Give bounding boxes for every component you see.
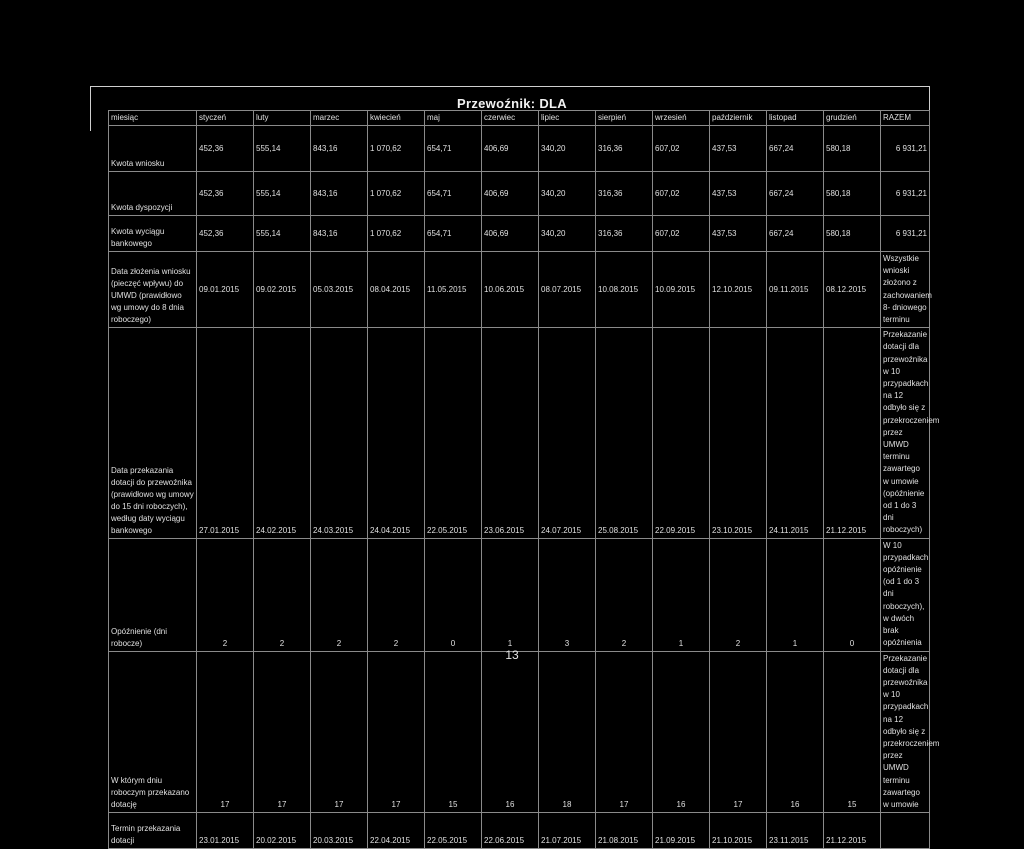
row-remark: W 10 przypadkach opóźnienie (od 1 do 3 dni roboczych), w dwóch brak opóźnienia bbox=[881, 538, 930, 651]
row-label: Data złożenia wniosku (pieczęć wpływu) do UMWD (prawidłowo wg umowy do 8 dnia roboczego) bbox=[109, 252, 197, 328]
table-cell: 843,16 bbox=[311, 216, 368, 252]
table-cell: 437,53 bbox=[710, 126, 767, 172]
row-label: Kwota wyciągu bankowego bbox=[109, 216, 197, 252]
table-cell: 452,36 bbox=[197, 216, 254, 252]
table-cell: 24.04.2015 bbox=[368, 328, 425, 538]
table-cell: 22.05.2015 bbox=[425, 813, 482, 849]
header-cell: styczeń bbox=[197, 111, 254, 126]
table-cell: 08.12.2015 bbox=[824, 252, 881, 328]
header-cell: luty bbox=[254, 111, 311, 126]
header-cell: wrzesień bbox=[653, 111, 710, 126]
row-label: Kwota wniosku bbox=[109, 126, 197, 172]
header-cell: RAZEM bbox=[881, 111, 930, 126]
table-cell: 15 bbox=[425, 651, 482, 813]
row-total: 6 931,21 bbox=[881, 216, 930, 252]
table-cell: 555,14 bbox=[254, 216, 311, 252]
table-cell: 23.10.2015 bbox=[710, 328, 767, 538]
table-cell: 17 bbox=[596, 651, 653, 813]
table-row bbox=[109, 328, 930, 538]
table-cell: 08.07.2015 bbox=[539, 252, 596, 328]
table-cell: 23.01.2015 bbox=[197, 813, 254, 849]
header-cell: grudzień bbox=[824, 111, 881, 126]
table-cell: 555,14 bbox=[254, 126, 311, 172]
table-row bbox=[109, 651, 930, 813]
table-cell: 452,36 bbox=[197, 126, 254, 172]
table-cell: 23.11.2015 bbox=[767, 813, 824, 849]
table-cell: 17 bbox=[197, 651, 254, 813]
table-cell: 667,24 bbox=[767, 216, 824, 252]
table-cell: 607,02 bbox=[653, 216, 710, 252]
table-cell: 21.10.2015 bbox=[710, 813, 767, 849]
table-cell: 316,36 bbox=[596, 172, 653, 216]
table-cell: 20.02.2015 bbox=[254, 813, 311, 849]
table-cell: 23.06.2015 bbox=[482, 328, 539, 538]
table-cell: 16 bbox=[482, 651, 539, 813]
table-cell: 340,20 bbox=[539, 216, 596, 252]
row-total: 6 931,21 bbox=[881, 126, 930, 172]
table-cell: 12.10.2015 bbox=[710, 252, 767, 328]
page-number: 13 bbox=[505, 648, 519, 662]
table-cell: 11.05.2015 bbox=[425, 252, 482, 328]
header-cell: czerwiec bbox=[482, 111, 539, 126]
table-cell: 406,69 bbox=[482, 172, 539, 216]
table-cell: 406,69 bbox=[482, 126, 539, 172]
table-cell: 340,20 bbox=[539, 126, 596, 172]
table-cell: 1 bbox=[767, 538, 824, 651]
table-cell: 580,18 bbox=[824, 172, 881, 216]
table-cell: 17 bbox=[311, 651, 368, 813]
table-cell: 2 bbox=[311, 538, 368, 651]
header-cell: listopad bbox=[767, 111, 824, 126]
table-cell: 22.09.2015 bbox=[653, 328, 710, 538]
table-cell: 21.08.2015 bbox=[596, 813, 653, 849]
table-cell: 27.01.2015 bbox=[197, 328, 254, 538]
header-cell: październik bbox=[710, 111, 767, 126]
table-cell: 21.09.2015 bbox=[653, 813, 710, 849]
table-cell: 607,02 bbox=[653, 126, 710, 172]
table-cell: 18 bbox=[539, 651, 596, 813]
table-cell: 22.06.2015 bbox=[482, 813, 539, 849]
table-cell: 10.06.2015 bbox=[482, 252, 539, 328]
table-cell: 1 070,62 bbox=[368, 216, 425, 252]
table-cell: 0 bbox=[824, 538, 881, 651]
table-cell: 15 bbox=[824, 651, 881, 813]
table-cell: 17 bbox=[368, 651, 425, 813]
table-cell: 10.08.2015 bbox=[596, 252, 653, 328]
table-cell: 2 bbox=[197, 538, 254, 651]
table-row bbox=[109, 813, 930, 849]
table-cell: 555,14 bbox=[254, 172, 311, 216]
table-cell: 08.04.2015 bbox=[368, 252, 425, 328]
table-cell: 20.03.2015 bbox=[311, 813, 368, 849]
row-remark bbox=[881, 813, 930, 849]
table-cell: 2 bbox=[368, 538, 425, 651]
header-row bbox=[109, 111, 930, 126]
row-label: Kwota dyspozycji bbox=[109, 172, 197, 216]
table-cell: 22.05.2015 bbox=[425, 328, 482, 538]
table-cell: 16 bbox=[767, 651, 824, 813]
table-cell: 09.02.2015 bbox=[254, 252, 311, 328]
table-cell: 654,71 bbox=[425, 216, 482, 252]
dotacja-schedule-table bbox=[108, 110, 940, 849]
table-cell: 22.04.2015 bbox=[368, 813, 425, 849]
header-cell: miesiąc bbox=[109, 111, 197, 126]
table-cell: 843,16 bbox=[311, 172, 368, 216]
table-row bbox=[109, 126, 930, 172]
table-cell: 16 bbox=[653, 651, 710, 813]
table-cell: 340,20 bbox=[539, 172, 596, 216]
table-cell: 437,53 bbox=[710, 172, 767, 216]
row-label: Opóźnienie (dni robocze) bbox=[109, 538, 197, 651]
table-cell: 1 070,62 bbox=[368, 172, 425, 216]
table-cell: 654,71 bbox=[425, 126, 482, 172]
table-cell: 316,36 bbox=[596, 216, 653, 252]
table-cell: 667,24 bbox=[767, 172, 824, 216]
header-cell: maj bbox=[425, 111, 482, 126]
row-label: W którym dniu roboczym przekazano dotację bbox=[109, 651, 197, 813]
table-cell: 05.03.2015 bbox=[311, 252, 368, 328]
table-row bbox=[109, 538, 930, 651]
table-cell: 316,36 bbox=[596, 126, 653, 172]
header-cell: kwiecień bbox=[368, 111, 425, 126]
table-cell: 580,18 bbox=[824, 126, 881, 172]
table-cell: 1 bbox=[653, 538, 710, 651]
table-cell: 24.11.2015 bbox=[767, 328, 824, 538]
header-cell: sierpień bbox=[596, 111, 653, 126]
table-cell: 654,71 bbox=[425, 172, 482, 216]
table-cell: 0 bbox=[425, 538, 482, 651]
table-cell: 843,16 bbox=[311, 126, 368, 172]
table-cell: 24.02.2015 bbox=[254, 328, 311, 538]
table-cell: 3 bbox=[539, 538, 596, 651]
document-title: Przewoźnik: DLA bbox=[457, 96, 567, 111]
table-cell: 1 070,62 bbox=[368, 126, 425, 172]
row-remark: Przekazanie dotacji dla przewoźnika w 10 przypadkach na 12 odbyło się z przekroczeniem przez UMWD terminu zawartego w umowie bbox=[881, 651, 930, 813]
table-cell: 24.07.2015 bbox=[539, 328, 596, 538]
table-cell: 10.09.2015 bbox=[653, 252, 710, 328]
row-remark: Przekazanie dotacji dla przewoźnika w 10 przypadkach na 12 odbyło się z przekroczeniem przez UMWD terminu zawartego w umowie (opóźnienie od 1 do 3 dni roboczych) bbox=[881, 328, 930, 538]
header-cell: lipiec bbox=[539, 111, 596, 126]
table-cell: 17 bbox=[254, 651, 311, 813]
table-cell: 667,24 bbox=[767, 126, 824, 172]
table-row bbox=[109, 252, 930, 328]
table-cell: 1 bbox=[482, 538, 539, 651]
table-cell: 2 bbox=[710, 538, 767, 651]
table-cell: 607,02 bbox=[653, 172, 710, 216]
table-cell: 406,69 bbox=[482, 216, 539, 252]
row-total: 6 931,21 bbox=[881, 172, 930, 216]
table-cell: 437,53 bbox=[710, 216, 767, 252]
table-cell: 2 bbox=[596, 538, 653, 651]
table-cell: 09.11.2015 bbox=[767, 252, 824, 328]
header-cell: marzec bbox=[311, 111, 368, 126]
table-cell: 21.12.2015 bbox=[824, 328, 881, 538]
row-label: Termin przekazania dotacji bbox=[109, 813, 197, 849]
table-cell: 21.07.2015 bbox=[539, 813, 596, 849]
table-cell: 2 bbox=[254, 538, 311, 651]
row-label: Data przekazania dotacji do przewoźnika (prawidłowo wg umowy do 15 dni roboczych), według daty wyciągu bankowego bbox=[109, 328, 197, 538]
table-cell: 09.01.2015 bbox=[197, 252, 254, 328]
table-cell: 452,36 bbox=[197, 172, 254, 216]
table-row bbox=[109, 216, 930, 252]
table-cell: 24.03.2015 bbox=[311, 328, 368, 538]
row-remark: Wszystkie wnioski złożono z zachowaniem 8- dniowego terminu bbox=[881, 252, 930, 328]
table-cell: 580,18 bbox=[824, 216, 881, 252]
table-cell: 25.08.2015 bbox=[596, 328, 653, 538]
table-cell: 17 bbox=[710, 651, 767, 813]
table-row bbox=[109, 172, 930, 216]
table-cell: 21.12.2015 bbox=[824, 813, 881, 849]
